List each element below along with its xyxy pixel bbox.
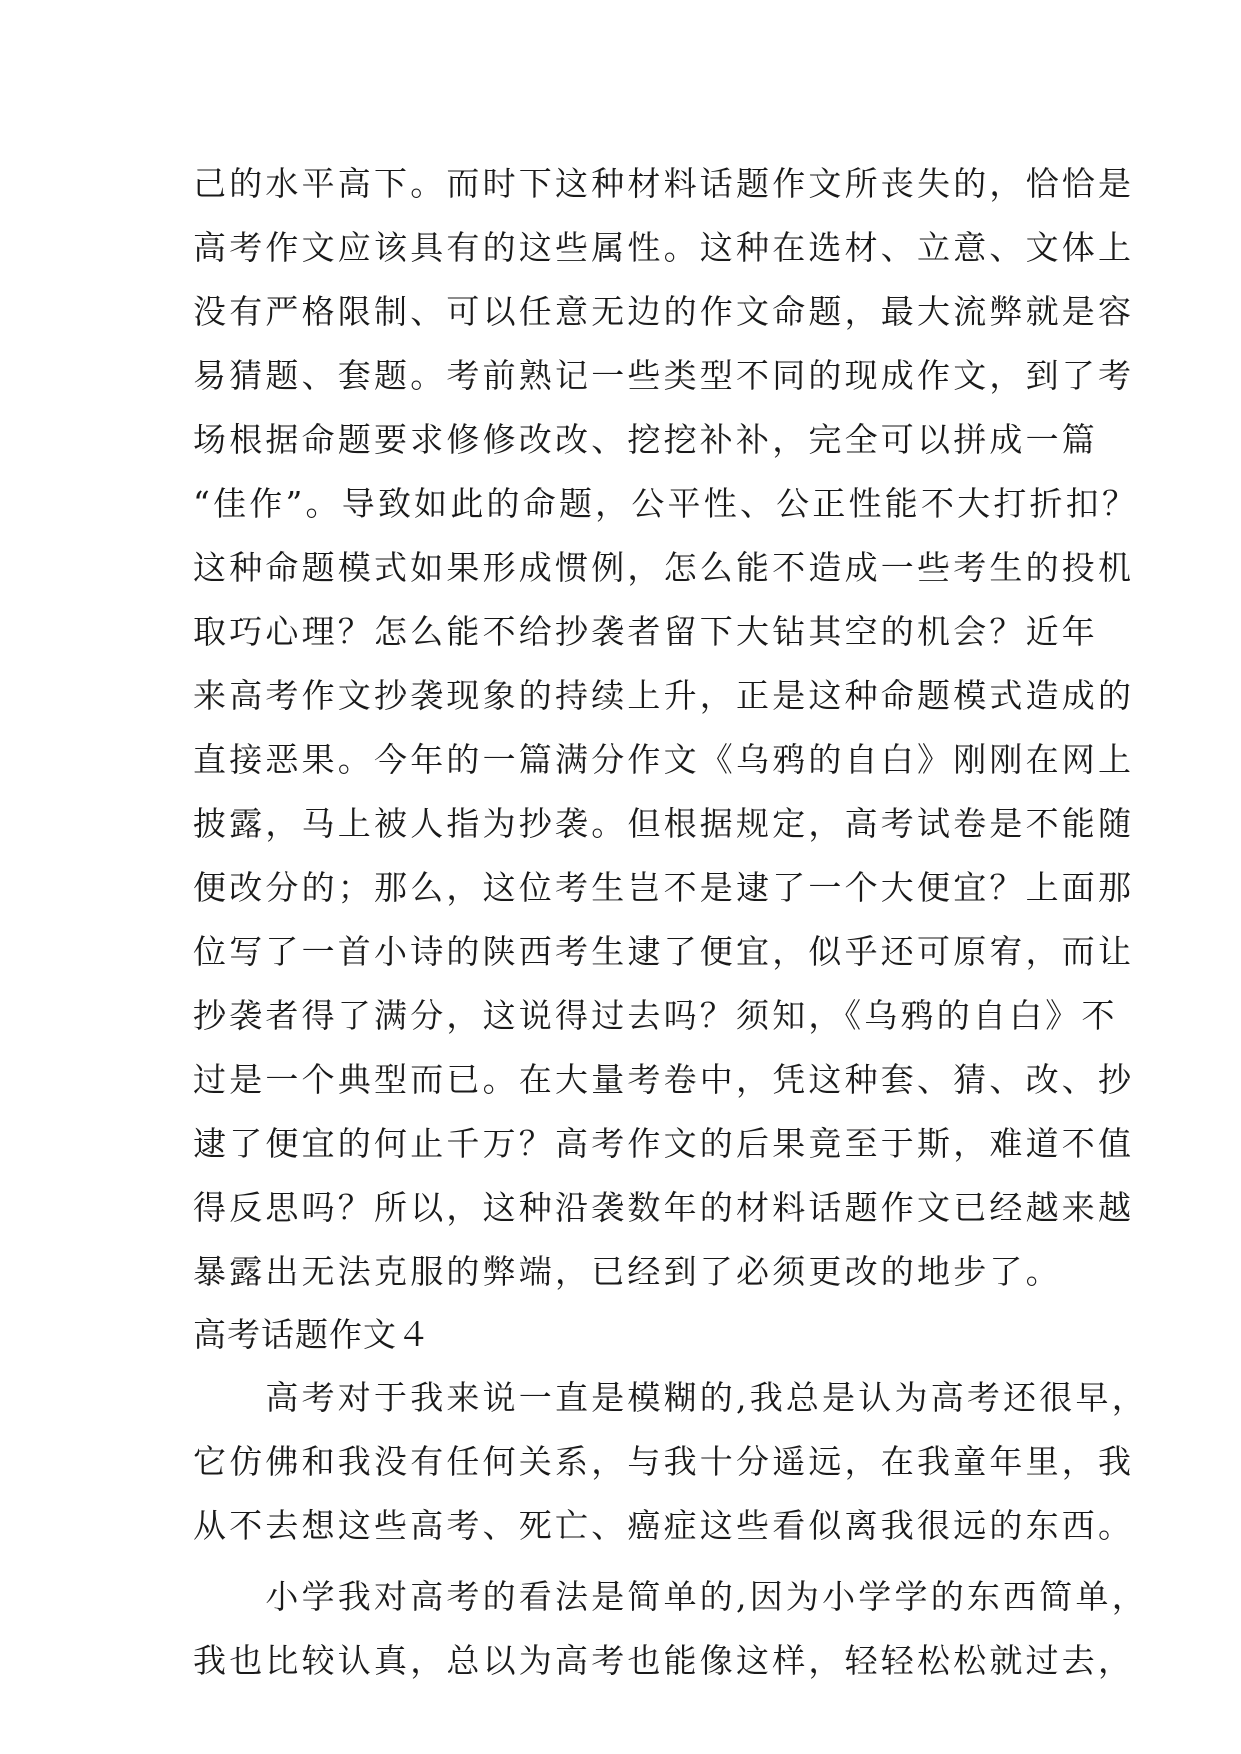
- text-line: 场根据命题要求修修改改、挖挖补补，完全可以拼成一篇: [193, 420, 1098, 459]
- text-line: 没有严格限制、可以任意无边的作文命题，最大流弊就是容: [193, 292, 1135, 331]
- text-line: 高考对于我来说一直是模糊的,我总是认为高考还很早，: [193, 1378, 1148, 1417]
- text-line: 抄袭者得了满分，这说得过去吗？须知，《乌鸦的自白》不: [193, 996, 1118, 1035]
- text-line: 直接恶果。今年的一篇满分作文《乌鸦的自白》刚刚在网上: [193, 740, 1135, 779]
- text-line: 便改分的；那么，这位考生岂不是逮了一个大便宜？上面那: [193, 868, 1135, 907]
- text-line: 它仿佛和我没有任何关系，与我十分遥远，在我童年里，我: [193, 1442, 1135, 1481]
- text-line: 这种命题模式如果形成惯例，怎么能不造成一些考生的投机: [193, 548, 1135, 587]
- text-line: 从不去想这些高考、死亡、癌症这些看似离我很远的东西。: [193, 1506, 1135, 1545]
- text-line: 披露，马上被人指为抄袭。但根据规定，高考试卷是不能随: [193, 804, 1135, 843]
- text-line: 小学我对高考的看法是简单的,因为小学学的东西简单，: [193, 1577, 1148, 1616]
- text-line: 暴露出无法克服的弊端，已经到了必须更改的地步了。: [193, 1252, 1062, 1291]
- text-line: 来高考作文抄袭现象的持续上升，正是这种命题模式造成的: [193, 676, 1135, 715]
- text-line: 己的水平高下。而时下这种材料话题作文所丧失的，恰恰是: [193, 164, 1135, 203]
- text-line: 过是一个典型而已。在大量考卷中，凭这种套、猜、改、抄: [193, 1060, 1135, 1099]
- text-line: 取巧心理？怎么能不给抄袭者留下大钻其空的机会？近年: [193, 612, 1098, 651]
- section-heading: 高考话题作文４: [193, 1315, 431, 1354]
- text-line: 我也比较认真，总以为高考也能像这样，轻轻松松就过去，: [193, 1641, 1135, 1680]
- text-line: “佳作”。导致如此的命题，公平性、公正性能不大打折扣？: [193, 484, 1139, 523]
- text-line: 高考作文应该具有的这些属性。这种在选材、立意、文体上: [193, 228, 1135, 267]
- text-line: 易猜题、套题。考前熟记一些类型不同的现成作文，到了考: [193, 356, 1135, 395]
- text-line: 位写了一首小诗的陕西考生逮了便宜，似乎还可原宥，而让: [193, 932, 1135, 971]
- text-line: 逮了便宜的何止千万？高考作文的后果竟至于斯，难道不值: [193, 1124, 1135, 1163]
- text-line: 得反思吗？所以，这种沿袭数年的材料话题作文已经越来越: [193, 1188, 1135, 1227]
